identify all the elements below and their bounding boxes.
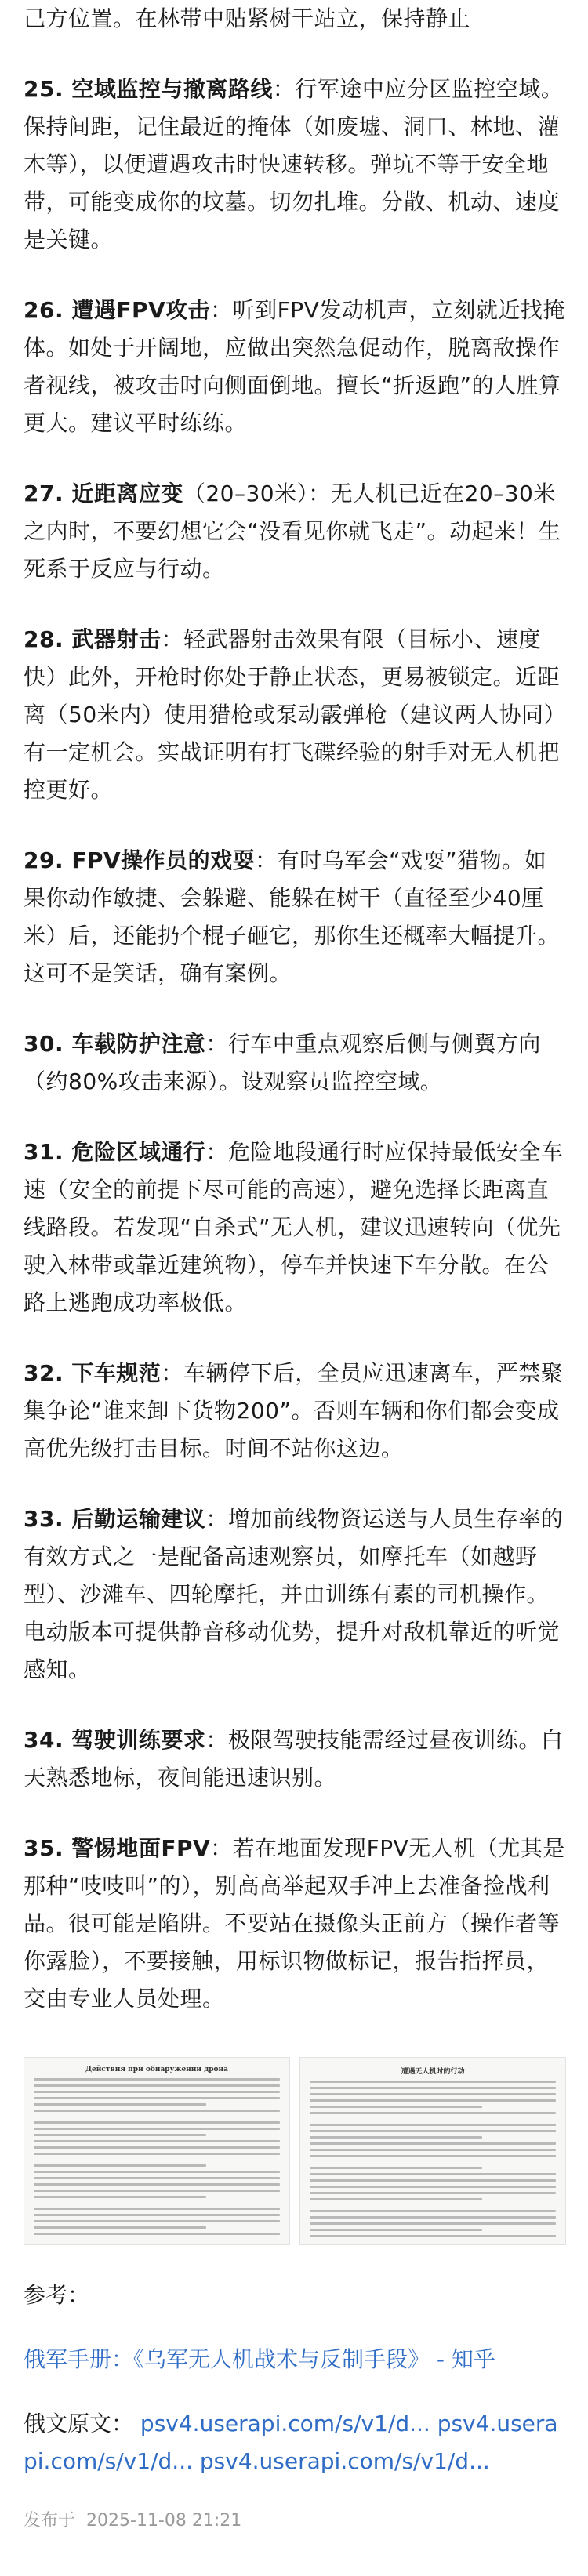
tip-item <box>24 1025 566 1101</box>
tip-item <box>24 842 566 992</box>
references <box>24 2277 566 2480</box>
tip-body: ：有时乌军会“戏耍”猎物。如果你动作敏捷、会躲避、能躲在树干（直径至少40厘米）后，还能扔个棍子砸它，那你生还概率大幅提升。这可不是笑话，确有案例。 <box>24 847 561 986</box>
tip-body: ：行车中重点观察后侧与侧翼方向（约80%攻击来源）。设观察员监控空域。 <box>24 1031 541 1094</box>
tip-body: ：若在地面发现FPV无人机（尤其是那种“吱吱叫”的），别高高举起双手冲上去准备捡战利品。很可能是陷阱。不要站在摄像头正前方（操作者等你露脸），不要接触，用标识物做标记，报告指挥员，交由专业人员处理。 <box>24 1835 565 2012</box>
document-page-right-title: 遭遇无人机时的行动 <box>401 2068 465 2076</box>
tip-body: ：危险地段通行时应保持最低安全车速（安全的前提下尽可能的高速），避免选择长距离直线路段。若发现“自杀式”无人机，建议迅速转向（优先驶入林带或靠近建筑物），停车并快速下车分散。在公路上逃跑成功率极低。 <box>24 1139 564 1315</box>
tip-body: ：轻武器射击效果有限（目标小、速度快）此外，开枪时你处于静止状态，更易被锁定。近距离（50米内）使用猎枪或泵动霰弹枪（建议两人协同）有一定机会。实战证明有打飞碟经验的射手对无人机把控更好。 <box>24 626 561 803</box>
intro-text: 己方位置。在林带中贴紧树干站立，保持静止 <box>24 5 471 31</box>
tip-body: ：车辆停下后，全员应迅速离车，严禁聚集争论“谁来卸下货物200”。否则车辆和你们都会变成高优先级打击目标。时间不站你这边。 <box>24 1360 564 1461</box>
document-page-left-title: Действия при обнаружении дрона <box>85 2066 228 2073</box>
document-text-lines <box>34 2078 280 2235</box>
tip-heading: 27. 近距离应变 <box>24 481 183 506</box>
original-source-link[interactable]: psv4.userapi.com/s/v1/d... psv4.userapi.com/s/v1/d... psv4.userapi.com/s/v1/d... <box>24 2411 558 2474</box>
tip-item <box>24 1134 566 1322</box>
document-page-right <box>299 2057 566 2245</box>
document-figure[interactable] <box>24 2057 566 2245</box>
publish-label: 发布于 <box>24 2511 76 2531</box>
tip-body: （20–30米）：无人机已近在20–30米之内时，不要幻想它会“没看见你就飞走”。动起来！生死系于反应与行动。 <box>24 481 561 582</box>
references-label: 参考： <box>24 2282 90 2308</box>
original-source <box>24 2405 566 2480</box>
tip-heading: 25. 空域监控与撤离路线 <box>24 76 273 102</box>
tip-item <box>24 292 566 442</box>
tip-body: ：听到FPV发动机声，立刻就近找掩体。如处于开阔地，应做出突然急促动作，脱离敌操作者视线，被攻击时向侧面倒地。擅长“折返跑”的人胜算更大。建议平时练练。 <box>24 297 565 436</box>
tip-item <box>24 1500 566 1689</box>
tip-item <box>24 1830 566 2018</box>
tip-item <box>24 621 566 809</box>
document-text-lines <box>310 2081 556 2237</box>
tip-heading: 31. 危险区域通行 <box>24 1139 206 1165</box>
tip-body: ：增加前线物资运送与人员生存率的有效方式之一是配备高速观察员，如摩托车（如越野型）、沙滩车、四轮摩托，并由训练有素的司机操作。电动版本可提供静音移动优势，提升对敌机靠近的听觉感知。 <box>24 1506 564 1682</box>
tip-heading: 33. 后勤运输建议 <box>24 1506 206 1532</box>
tips-list <box>24 71 566 2018</box>
tip-item <box>24 475 566 588</box>
tip-item <box>24 1722 566 1797</box>
publish-time: 2025-11-08 21:21 <box>86 2511 242 2531</box>
tip-heading: 35. 警惕地面FPV <box>24 1835 211 1861</box>
tip-body: ：行军途中应分区监控空域。保持间距，记住最近的掩体（如废墟、洞口、林地、灌木等），以便遭遇攻击时快速转移。弹坑不等于安全地带，可能变成你的坟墓。切勿扎堆。分散、机动、速度是关键。 <box>24 76 564 252</box>
tip-heading: 29. FPV操作员的戏耍 <box>24 847 256 873</box>
reference-link[interactable]: 俄军手册：《乌军无人机战术与反制手段》 - 知乎 <box>24 2346 495 2372</box>
document-page-left <box>24 2057 290 2245</box>
publish-info <box>24 2507 566 2531</box>
tip-heading: 28. 武器射击 <box>24 626 162 652</box>
tip-heading: 26. 遭遇FPV攻击 <box>24 297 211 323</box>
tip-body: ：极限驾驶技能需经过昼夜训练。白天熟悉地标，夜间能迅速识别。 <box>24 1727 564 1791</box>
tip-heading: 32. 下车规范 <box>24 1360 162 1386</box>
tip-item <box>24 1355 566 1468</box>
original-source-label: 俄文原文： <box>24 2411 134 2436</box>
tip-heading: 30. 车载防护注意 <box>24 1031 206 1057</box>
tip-heading: 34. 驾驶训练要求 <box>24 1727 206 1753</box>
tip-item <box>24 71 566 259</box>
